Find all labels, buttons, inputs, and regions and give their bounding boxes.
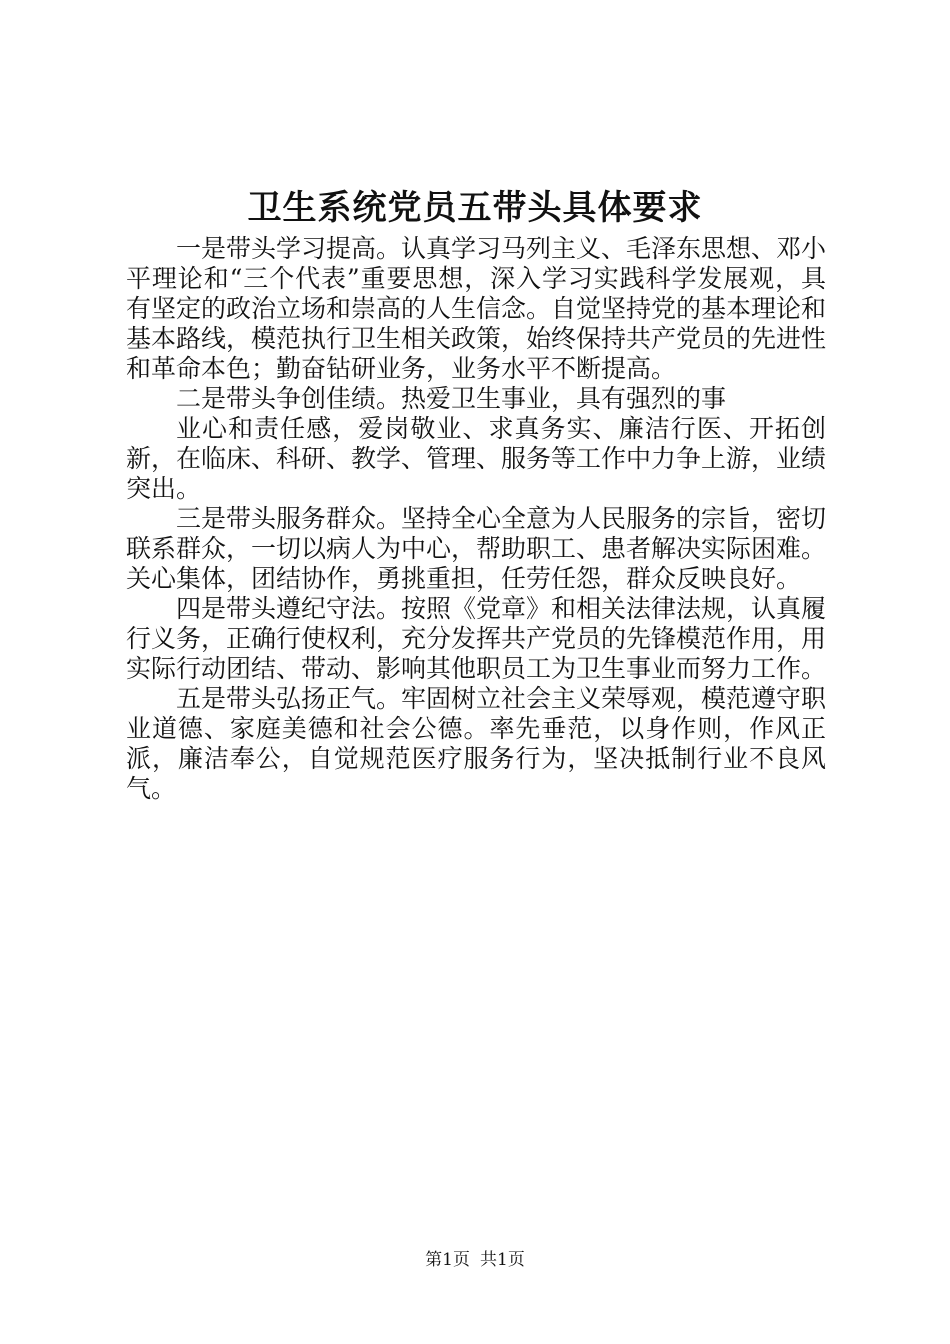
page-total: 共1页 <box>480 1250 525 1270</box>
paragraph-achievement-lead: 二是带头争创佳绩。热爱卫生事业，具有强烈的事 <box>176 384 727 413</box>
document-title: 卫生系统党员五带头具体要求 <box>247 188 703 228</box>
paragraph-study: 一是带头学习提高。认真学习马列主义、毛泽东思想、邓小平理论和“三个代表”重要思想，深入学习实践科学发展观，具有坚定的政治立场和崇高的人生信念。自觉坚持党的基本理论和基本路线，模范执行卫生相关政策，始终保持共产党员的先进性和革命本色；勤奋钻研业务，业务水平不断提高。 <box>126 234 827 383</box>
paragraph-achievement: 业心和责任感，爱岗敬业、求真务实、廉洁行医、开拓创新，在临床、科研、教学、管理、服务等工作中力争上游，业绩突出。 <box>126 414 827 503</box>
page-footer <box>0 1248 950 1272</box>
paragraph-integrity: 五是带头弘扬正气。牢固树立社会主义荣辱观，模范遵守职业道德、家庭美德和社会公德。率先垂范，以身作则，作风正派，廉洁奉公，自觉规范医疗服务行为，坚决抵制行业不良风气。 <box>126 684 827 803</box>
page-number: 第1页 <box>425 1250 470 1270</box>
paragraph-service: 三是带头服务群众。坚持全心全意为人民服务的宗旨，密切联系群众，一切以病人为中心，帮助职工、患者解决实际困难。关心集体，团结协作，勇挑重担，任劳任怨，群众反映良好。 <box>126 504 827 593</box>
document-body <box>126 234 826 804</box>
paragraph-law: 四是带头遵纪守法。按照《党章》和相关法律法规，认真履行义务，正确行使权利，充分发挥共产党员的先锋模范作用，用实际行动团结、带动、影响其他职员工为卫生事业而努力工作。 <box>126 594 827 683</box>
